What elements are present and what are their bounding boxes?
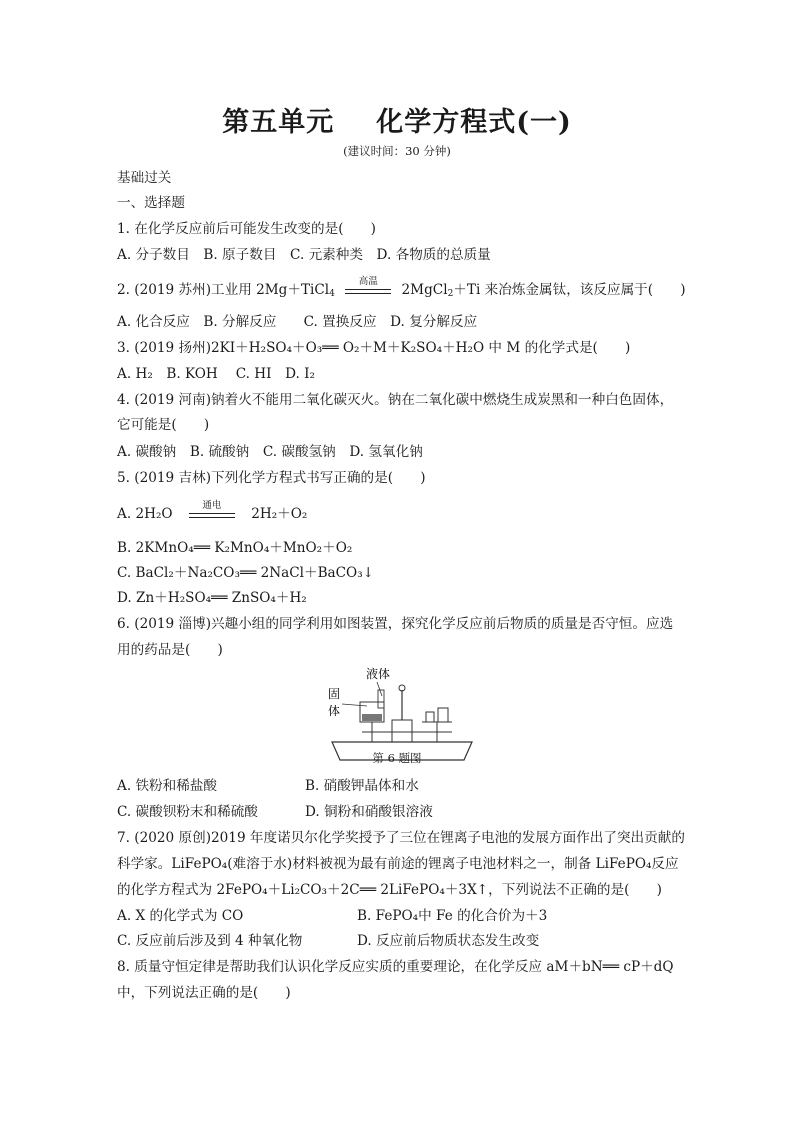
q2-sub: 4: [329, 289, 335, 299]
figure-label-solid-1: 固: [328, 687, 341, 701]
q5-option-d: D. Zn＋H₂SO₄══ ZnSO₄＋H₂: [117, 590, 307, 606]
q7-line2: 科学家。LiFePO₄(难溶于水)材料被视为最有前途的锂离子电池材料之一，制备 LiFePO₄反应: [117, 856, 679, 872]
q2-options: A. 化合反应 B. 分解反应 C. 置换反应 D. 复分解反应: [117, 314, 478, 330]
q5-a-condition-arrow: [189, 499, 235, 520]
q7-option-d: D. 反应前后物质状态发生改变: [357, 933, 540, 949]
q2-sub2: 2: [447, 289, 454, 299]
q6-option-a: A. 铁粉和稀盐酸: [117, 778, 218, 794]
figure-caption: 第 6 题图: [372, 751, 422, 765]
q5-a-condition: 通电: [202, 499, 222, 511]
q8-line1: 8. 质量守恒定律是帮助我们认识化学反应实质的重要理论，在化学反应 aM＋bN══ cP＋dQ: [117, 959, 674, 975]
q7-option-a: A. X 的化学式为 CO: [117, 908, 244, 924]
suggested-time: (建议时间：30 分钟): [343, 144, 451, 158]
q7-option-b: B. FePO₄中 Fe 的化合价为＋3: [357, 908, 548, 924]
balance-column: [392, 720, 412, 742]
q2-reactants: 2. (2019 苏州)工业用 2Mg＋TiCl: [117, 282, 330, 298]
q5-option-a: [117, 499, 308, 523]
q7-line3: 的化学方程式为 2FePO₄＋Li₂CO₃＋2C══ 2LiFePO₄＋3X↑，下列说法不正确的是( ): [117, 882, 662, 898]
title-topic: 化学方程式(一): [376, 107, 572, 138]
q2-question: ＋Ti 来冶炼金属钛，该反应属于( ): [453, 282, 686, 298]
title-unit: 第五单元: [222, 107, 335, 138]
section-choice: 一、选择题: [117, 195, 185, 211]
q1-stem: 1. 在化学反应前后可能发生改变的是( ): [117, 221, 376, 237]
q4-line2: 它可能是( ): [117, 417, 210, 433]
q5-stem: 5. (2019 吉林)下列化学方程式书写正确的是( ): [117, 470, 426, 486]
q2-condition-arrow: [345, 275, 391, 296]
q5-option-b: B. 2KMnO₄══ K₂MnO₄＋MnO₂＋O₂: [117, 540, 353, 556]
q3-stem: 3. (2019 扬州)2KI＋H₂SO₄＋O₃══ O₂＋M＋K₂SO₄＋H₂O 中 M 的化学式是( ): [117, 340, 631, 356]
q3-options: A. H₂ B. KOH C. HI D. I₂: [117, 366, 315, 382]
q6-option-c: C. 碳酸钡粉末和稀硫酸: [117, 804, 258, 820]
q5-a-right: 2H₂＋O₂: [251, 506, 308, 522]
section-basic: 基础过关: [117, 170, 172, 186]
q7-line1: 7. (2020 原创)2019 年度诺贝尔化学奖授予了三位在锂离子电池的发展方面作出了突出贡献的: [117, 830, 685, 846]
q7-option-c: C. 反应前后涉及到 4 种氧化物: [117, 933, 303, 949]
figure-label-solid-2: 体: [328, 704, 341, 718]
page-title: [0, 100, 794, 139]
q2-stem: [117, 275, 686, 299]
q1-options: A. 分子数目 B. 原子数目 C. 元素种类 D. 各物质的总质量: [117, 247, 491, 263]
weight-1: [426, 712, 434, 722]
q5-a-left: A. 2H₂O: [117, 506, 173, 522]
figure-pointer-solid: [342, 704, 367, 706]
figure-label-liquid: 液体: [366, 667, 391, 681]
q6-line2: 用的药品是( ): [117, 642, 223, 658]
q2-products: 2MgCl: [401, 282, 448, 298]
q5-option-c: C. BaCl₂＋Na₂CO₃══ 2NaCl＋BaCO₃↓: [117, 565, 375, 581]
q2-condition: 高温: [358, 275, 378, 287]
q8-line2: 中，下列说法正确的是( ): [117, 985, 291, 1001]
weight-2: [438, 708, 448, 722]
q4-options: A. 碳酸钠 B. 硫酸钠 C. 碳酸氢钠 D. 氢氧化钠: [117, 444, 423, 460]
q6-option-b: B. 硝酸钾晶体和水: [305, 778, 419, 794]
q6-option-d: D. 铜粉和硝酸银溶液: [305, 804, 433, 820]
solid-sample: [362, 714, 382, 721]
q4-line1: 4. (2019 河南)钠着火不能用二氧化碳灭火。钠在二氧化碳中燃烧生成炭黑和一种白色固体，: [117, 392, 674, 408]
q6-line1: 6. (2019 淄博)兴趣小组的同学利用如图装置，探究化学反应前后物质的质量是否守恒。应选: [117, 616, 674, 632]
